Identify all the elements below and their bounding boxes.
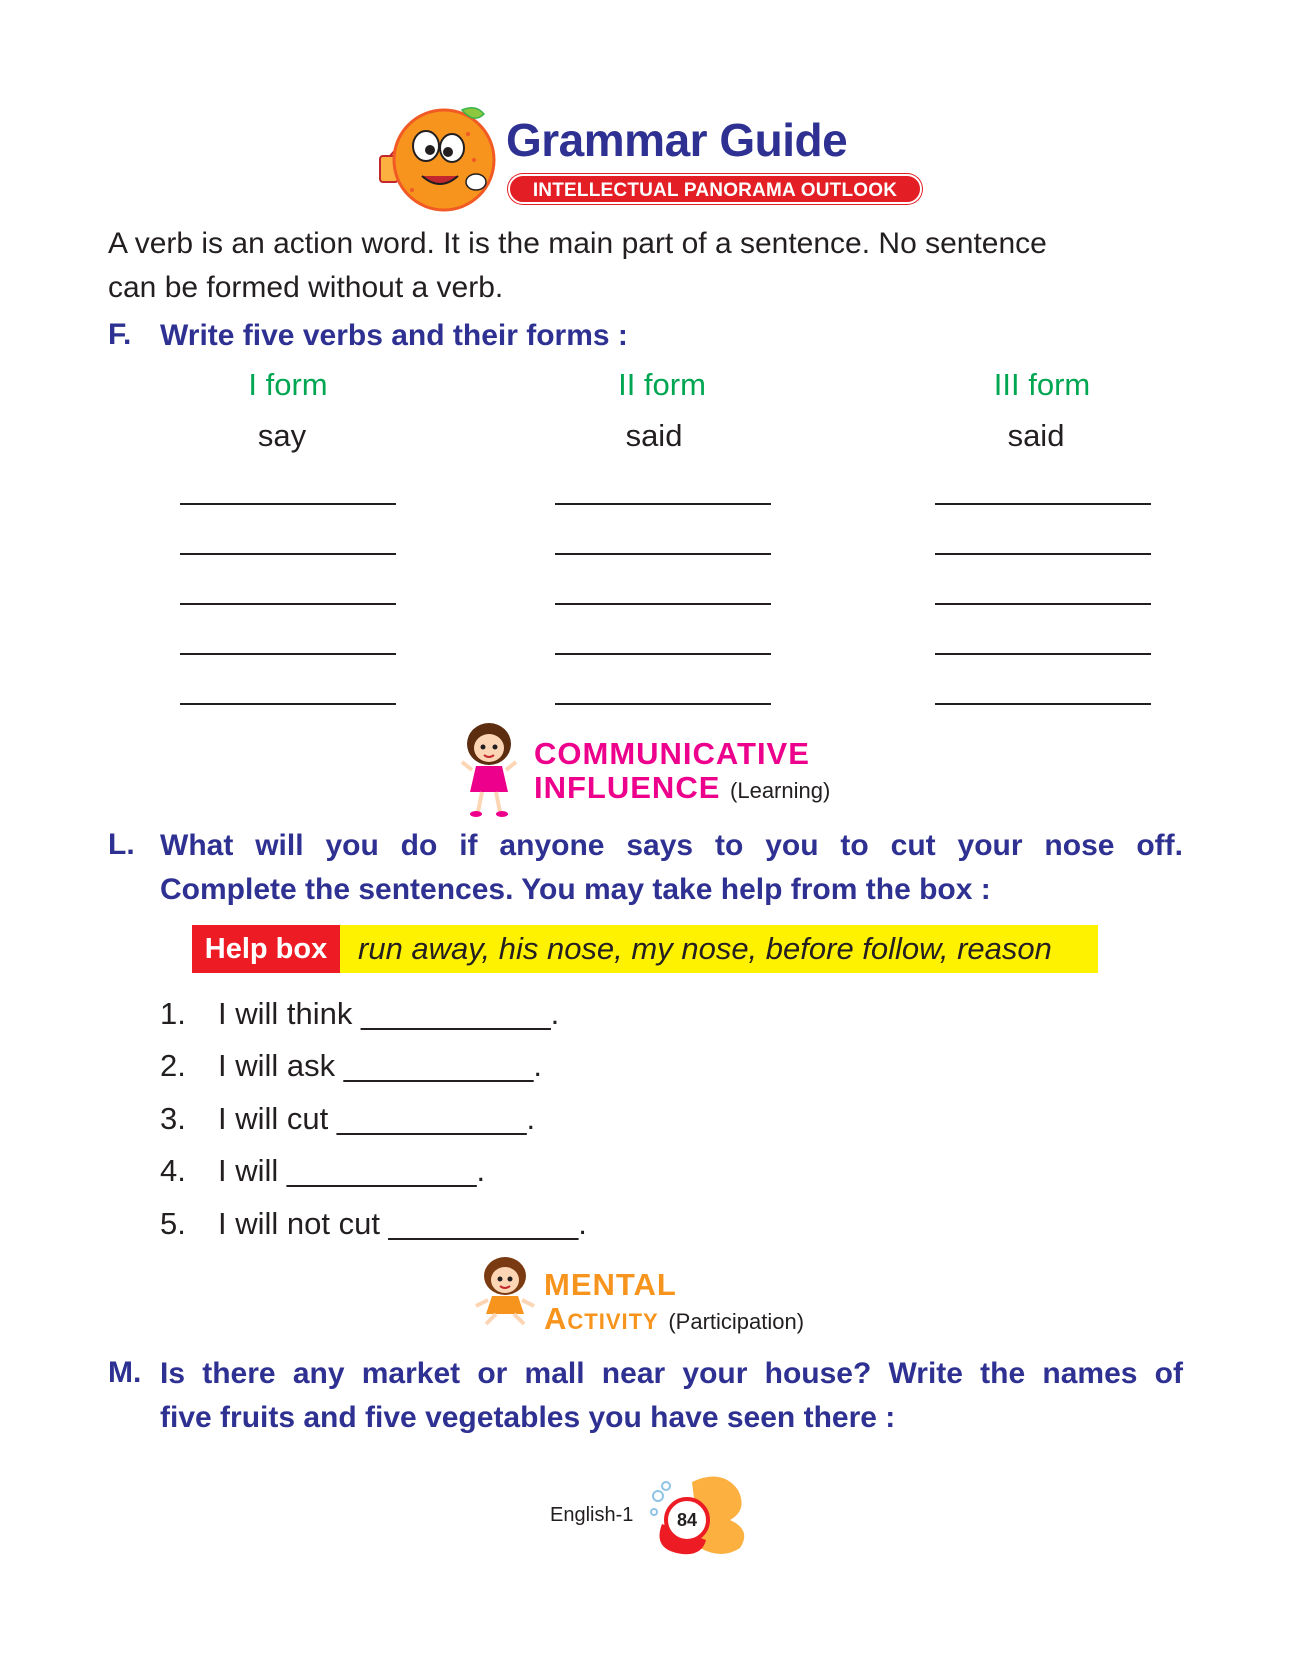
answer-blank[interactable] [555,703,771,705]
brand-tagline: INTELLECTUAL PANORAMA OUTLOOK [508,174,922,204]
list-item[interactable]: I will cut ___________. [218,1101,536,1136]
intro-line: can be formed without a verb. [108,271,504,304]
answer-blank[interactable] [555,653,771,655]
answer-blank[interactable] [935,653,1151,655]
list-item[interactable]: I will think ___________. [218,996,560,1031]
list-number: 5. [160,1206,186,1241]
footer-book-label: English-1 [550,1504,634,1526]
question-text: Write five verbs and their forms : [160,319,628,352]
question-text: five fruits and five vegetables you have seen there : [160,1401,896,1434]
answer-blank[interactable] [935,503,1151,505]
help-box-text: run away, his nose, my nose, before follow, reason [358,931,1052,966]
example-word: said [625,418,683,453]
answer-blank[interactable] [180,603,396,605]
list-number: 2. [160,1048,186,1083]
intro-paragraph [108,222,1192,310]
girl-mascot-icon [472,1256,538,1328]
list-number: 1. [160,996,186,1031]
answer-blank[interactable] [555,553,771,555]
section-heading: MENTAL [544,1267,677,1302]
answer-blank[interactable] [180,703,396,705]
question-text: Complete the sentences. You may take help from the box : [160,873,991,906]
brand-title: Grammar Guide [506,114,848,166]
question-text: Is there any market or mall near your house? Write the names of [160,1357,1183,1390]
column-header: I form [248,367,328,402]
answer-blank[interactable] [935,553,1151,555]
question-text: What will you do if anyone says to you to cut your nose off. [160,829,1183,862]
example-word: say [257,418,307,453]
answer-blank[interactable] [555,603,771,605]
question-letter: L. [108,828,135,861]
question-letter: M. [108,1356,142,1389]
list-number: 3. [160,1101,186,1136]
list-item[interactable]: I will ask ___________. [218,1048,543,1083]
answer-blank[interactable] [555,503,771,505]
section-heading-word: Activity [544,1301,659,1336]
section-subtitle: (Learning) [730,778,831,803]
list-number: 4. [160,1153,186,1188]
column-header: II form [618,367,706,402]
section-heading-word: INFLUENCE [534,770,721,805]
girl-mascot-icon [458,722,520,818]
list-item[interactable]: I will not cut ___________. [218,1206,587,1241]
answer-blank[interactable] [935,603,1151,605]
intro-line: A verb is an action word. It is the main part of a sentence. No sentence [108,227,1047,260]
section-subtitle: (Participation) [668,1309,805,1334]
answer-blank[interactable] [935,703,1151,705]
section-heading [544,1302,804,1339]
list-item[interactable]: I will ___________. [218,1153,486,1188]
page-number: 84 [664,1497,710,1543]
orange-mascot-icon [378,104,504,214]
answer-blank[interactable] [180,653,396,655]
answer-blank[interactable] [180,553,396,555]
help-box [192,925,1098,973]
example-word: said [1007,418,1065,453]
help-box-label: Help box [192,925,340,973]
question-letter: F. [108,318,132,351]
answer-blank[interactable] [180,503,396,505]
section-heading: COMMUNICATIVE [534,736,810,771]
section-heading [534,771,830,808]
column-header: III form [993,367,1091,402]
